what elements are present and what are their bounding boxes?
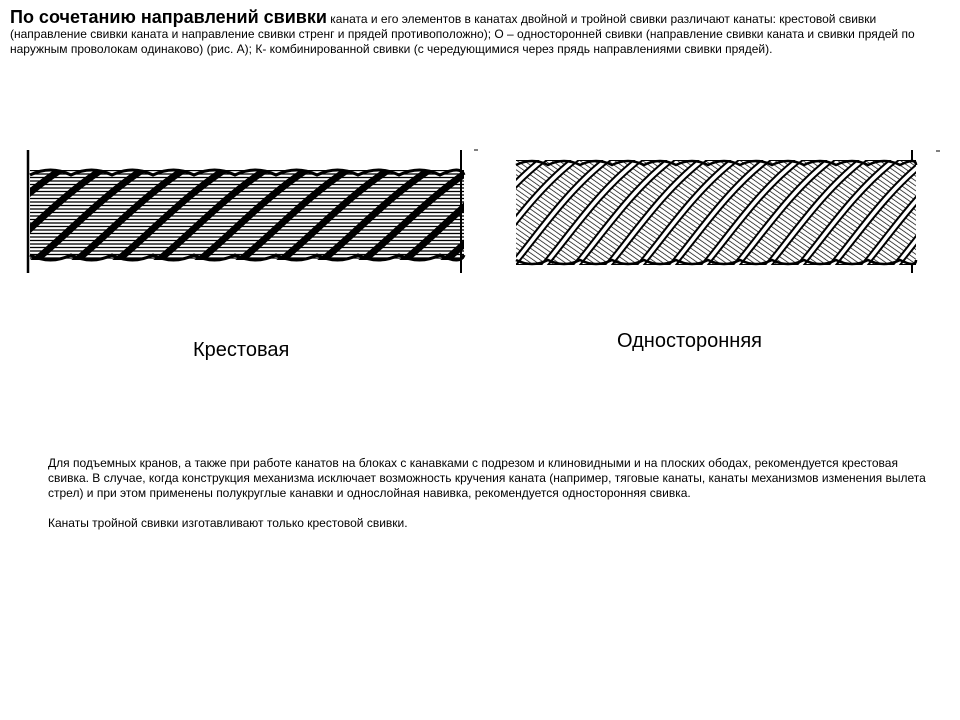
one-sided-lay-caption: Односторонняя [617,330,763,352]
one-sided-lay-rope-figure [508,145,948,275]
rope-strand [22,167,24,263]
cross-lay-caption: Крестовая [193,339,290,361]
triple-lay-note: Канаты тройной свивки изготавливают только крестовой свивки. [48,516,408,530]
intro-lead: По сочетанию направлений свивки [10,7,327,27]
body-text [48,456,928,531]
rope-strands [508,160,948,265]
recommendation-paragraph: Для подъемных кранов, а также при работе канатов на блоках с канавками с подрезом и клиновидными и на плоских ободах, рекомендуется крестовая свивка. В случае, когда конструкция механизма исключает возможность кручения каната (например, тяговые канаты, канаты механизмов изменения вылета стрел) и при этом применены полукруглые канавки и однослойная навивка, рекомендуется односторонняя свивка. [48,456,926,500]
cross-lay-rope-figure [22,145,482,275]
intro-paragraph [10,8,945,57]
rope-strand [932,160,948,265]
intro-text: каната и его элементов в канатах двойной и тройной свивки различают канаты: крестовой свивки (направление свивки каната и направление свивки стренг и прядей противоположно); О – односторонней свивки (направление свивки каната и свивки прядей по наружным проволокам одинаково) (рис. А); К- комбинированной свивки (с чередующимися через прядь направлениями свивки прядей). [10,12,915,56]
